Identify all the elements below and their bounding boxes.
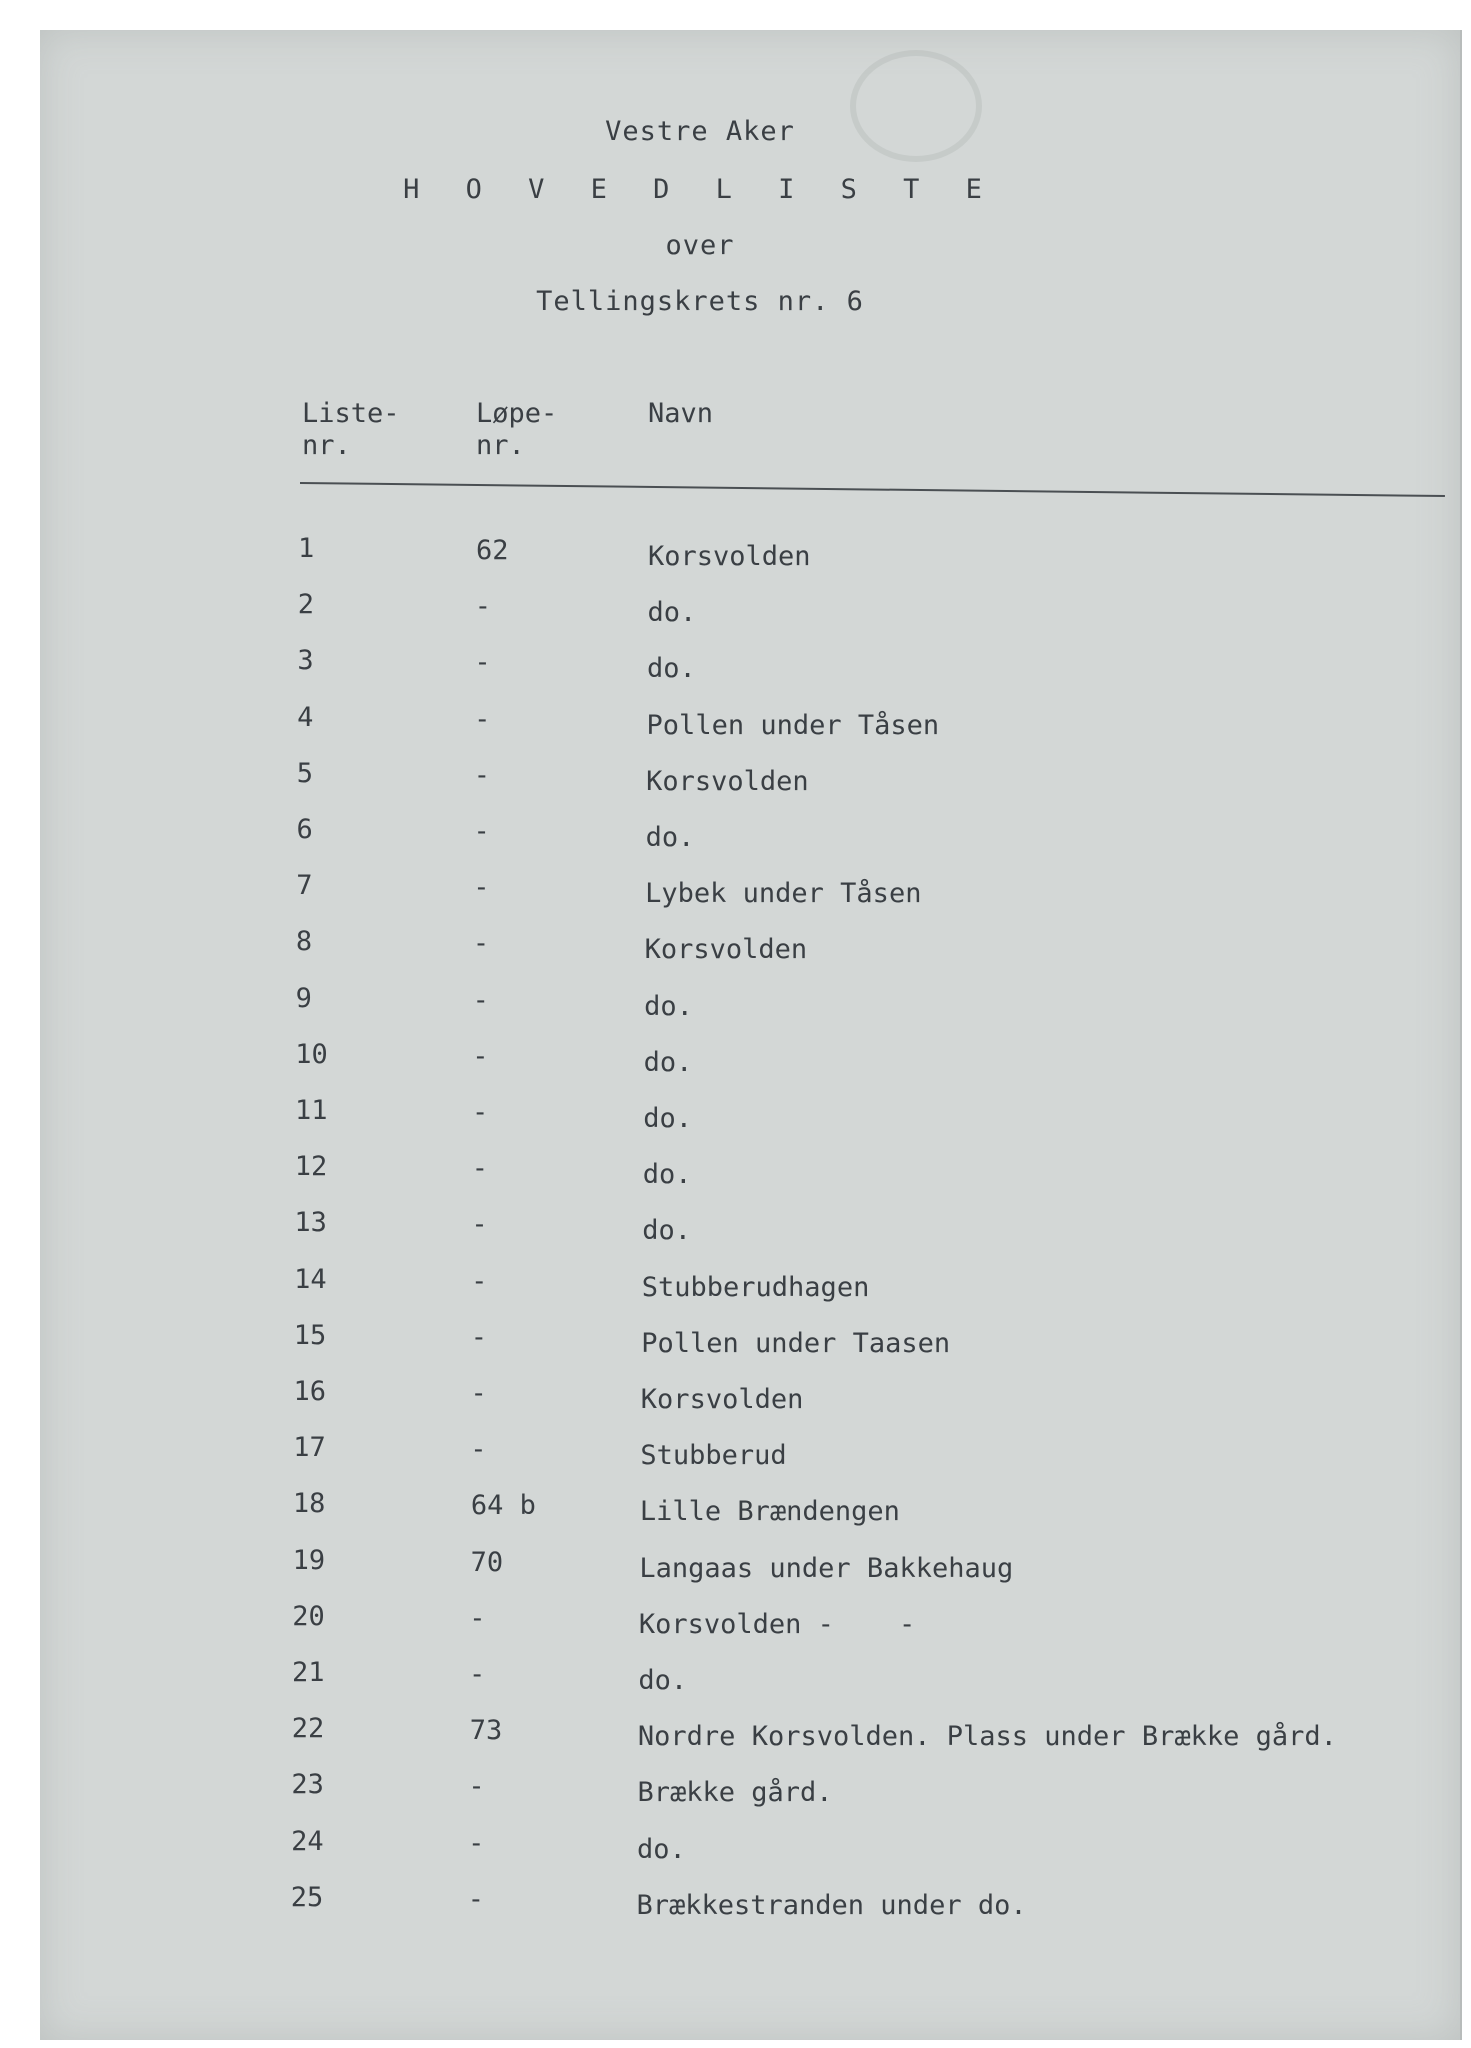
place-name: do. <box>647 653 696 685</box>
place-name: Langaas under Bakkehaug <box>639 1552 1014 1584</box>
place-name: do. <box>643 1046 693 1078</box>
place-name: Korsvolden <box>646 765 809 797</box>
document-sheet <box>40 30 1462 2040</box>
lope-number: - <box>470 1321 488 1353</box>
place-name: do. <box>643 1103 692 1134</box>
liste-number: 17 <box>293 1432 326 1464</box>
liste-number: 9 <box>295 982 312 1014</box>
place-name: Brække gård. <box>637 1777 833 1809</box>
liste-number: 21 <box>292 1657 325 1688</box>
lope-number: - <box>473 759 491 791</box>
place-name: do. <box>642 1215 692 1247</box>
liste-number: 13 <box>294 1207 327 1239</box>
place-name: Korsvolden <box>648 541 811 572</box>
liste-number: 14 <box>294 1263 327 1295</box>
lope-number: - <box>473 872 490 904</box>
lope-number: - <box>472 984 489 1016</box>
lope-number: 64 b <box>470 1490 536 1522</box>
liste-number: 23 <box>291 1769 324 1801</box>
place-name: Nordre Korsvolden. Plass under Brække gård. <box>637 1721 1337 1753</box>
place-name: Lybek under Tåsen <box>645 878 922 910</box>
lope-number: - <box>472 1040 489 1072</box>
column-header-lope: Løpe- nr. <box>476 398 558 461</box>
column-header-liste: Liste- nr. <box>302 398 400 461</box>
liste-number: 20 <box>292 1600 325 1632</box>
lope-number: - <box>471 1209 488 1241</box>
place-name: Korsvolden <box>640 1384 804 1415</box>
liste-number: 2 <box>297 589 314 621</box>
lope-number: - <box>474 591 491 623</box>
lope-number: - <box>472 1097 489 1128</box>
liste-number: 22 <box>291 1713 325 1745</box>
liste-number: 6 <box>296 814 313 845</box>
place-name: Lille Brændengen <box>639 1496 900 1528</box>
column-header-navn: Navn <box>648 398 714 429</box>
lope-number: - <box>474 703 491 735</box>
lope-number: - <box>471 1265 488 1297</box>
liste-number: 11 <box>295 1095 328 1126</box>
lope-number: - <box>469 1659 486 1690</box>
place-name: do. <box>636 1833 686 1865</box>
place-heading: Vestre Aker <box>605 116 795 147</box>
place-name: Brækkestranden under do. <box>636 1889 1027 1921</box>
liste-number: 10 <box>295 1038 328 1070</box>
lope-number: - <box>472 928 490 960</box>
place-name: do. <box>647 597 697 629</box>
place-name: Pollen under Tåsen <box>646 709 940 741</box>
lope-number: - <box>474 647 491 679</box>
liste-number: 1 <box>298 533 315 564</box>
document-title: H O V E D L I S T E <box>403 174 997 205</box>
liste-number: 3 <box>297 645 314 677</box>
liste-number: 8 <box>295 926 313 958</box>
place-name: do. <box>642 1159 692 1191</box>
place-name: Pollen under Taasen <box>641 1327 951 1359</box>
liste-number: 18 <box>292 1488 326 1520</box>
lope-number: - <box>468 1827 485 1859</box>
lope-number: - <box>468 1771 485 1803</box>
liste-number: 19 <box>292 1544 326 1576</box>
place-name: Stubberud <box>640 1440 787 1472</box>
place-name: Korsvolden - - <box>638 1608 916 1640</box>
place-name: Stubberudhagen <box>641 1271 870 1303</box>
lope-number: 73 <box>469 1715 503 1747</box>
lope-number: 70 <box>470 1546 504 1578</box>
place-name: Korsvolden <box>644 934 808 966</box>
place-name: do. <box>644 990 693 1022</box>
lope-number: - <box>473 816 490 847</box>
liste-number: 12 <box>294 1151 328 1183</box>
header-divider-line <box>300 482 1445 497</box>
lope-number: - <box>471 1153 488 1185</box>
liste-number: 7 <box>296 870 313 902</box>
liste-number: 16 <box>293 1376 327 1407</box>
liste-number: 4 <box>297 701 314 733</box>
place-name: do. <box>645 822 695 853</box>
lope-number: - <box>470 1434 487 1466</box>
lope-number: 62 <box>476 535 509 566</box>
liste-number: 24 <box>291 1825 324 1857</box>
liste-number: 25 <box>290 1881 324 1913</box>
place-name: do. <box>638 1665 688 1696</box>
title-connector: over <box>665 230 735 261</box>
district-heading: Tellingskrets nr. 6 <box>536 286 864 317</box>
liste-number: 15 <box>293 1319 327 1351</box>
lope-number: - <box>470 1378 487 1409</box>
liste-number: 5 <box>296 757 314 789</box>
lope-number: - <box>469 1602 486 1634</box>
lope-number: - <box>467 1883 485 1915</box>
